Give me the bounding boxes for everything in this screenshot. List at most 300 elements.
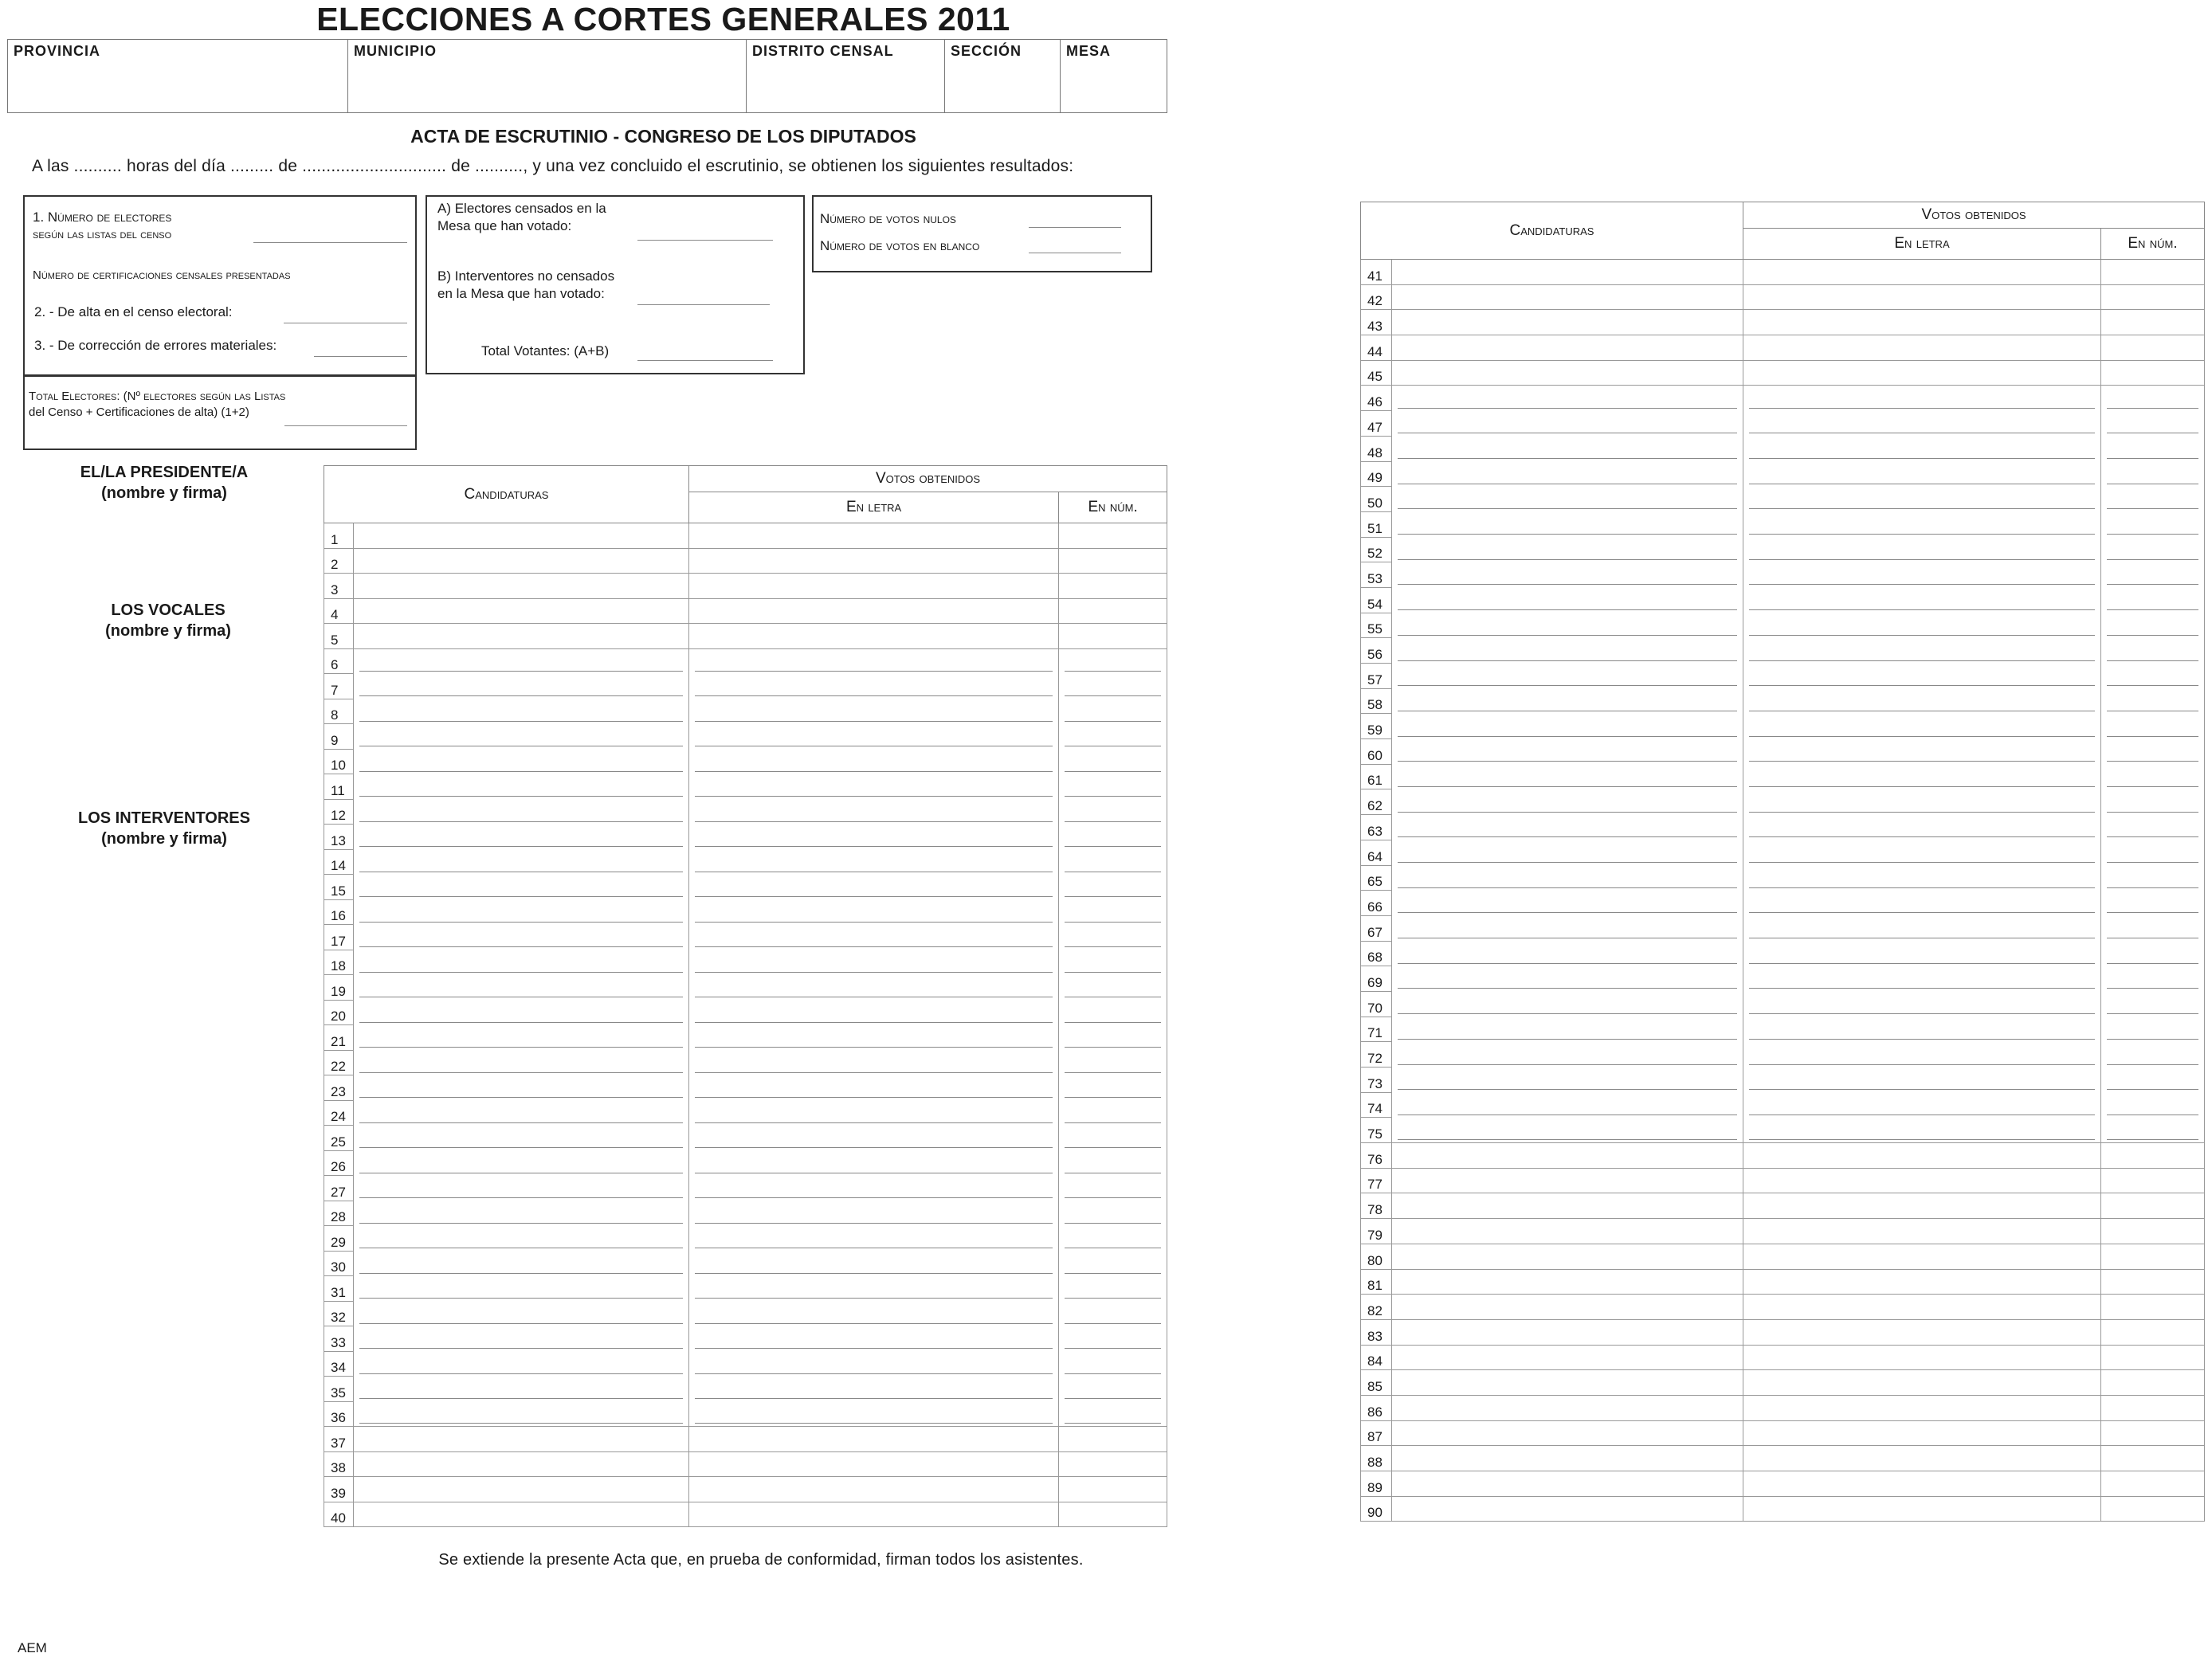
candidatura-cell[interactable] — [354, 875, 689, 900]
votos-num-cell[interactable] — [2101, 1420, 2205, 1446]
votos-num-cell[interactable] — [1059, 825, 1167, 850]
votos-letra-cell[interactable] — [1743, 1143, 2101, 1169]
candidatura-cell[interactable] — [1392, 789, 1743, 815]
votos-letra-cell[interactable] — [1743, 1345, 2101, 1370]
candidatura-cell[interactable] — [1392, 915, 1743, 941]
votos-letra-cell[interactable] — [1743, 386, 2101, 411]
votos-num-cell[interactable] — [2101, 966, 2205, 992]
candidatura-cell[interactable] — [1392, 1244, 1743, 1269]
candidatura-cell[interactable] — [1392, 664, 1743, 689]
candidatura-cell[interactable] — [1392, 1471, 1743, 1497]
fill-line — [1065, 1223, 1161, 1224]
candidatura-cell[interactable] — [1392, 1496, 1743, 1522]
votos-num-cell[interactable] — [2101, 1168, 2205, 1193]
votos-num-cell[interactable] — [2101, 1319, 2205, 1345]
votos-num-cell[interactable] — [2101, 411, 2205, 437]
votos-num-cell[interactable] — [1059, 1176, 1167, 1201]
votos-letra-cell[interactable] — [689, 1025, 1059, 1051]
candidatura-cell[interactable] — [1392, 1295, 1743, 1320]
row-number: 27 — [324, 1176, 354, 1201]
votos-num-cell[interactable] — [2101, 815, 2205, 840]
votos-letra-cell[interactable] — [689, 1377, 1059, 1402]
votos-header: Votos obtenidos — [689, 466, 1167, 492]
votos-letra-cell[interactable] — [1743, 991, 2101, 1017]
candidatura-cell[interactable] — [354, 1126, 689, 1151]
candidatura-cell[interactable] — [1392, 865, 1743, 891]
candidatura-cell[interactable] — [1392, 1446, 1743, 1471]
candidatura-cell[interactable] — [1392, 1370, 1743, 1396]
candidatura-cell[interactable] — [1392, 1319, 1743, 1345]
votos-num-cell[interactable] — [2101, 865, 2205, 891]
votos-num-cell[interactable] — [1059, 799, 1167, 825]
votos-letra-cell[interactable] — [1743, 1017, 2101, 1042]
votos-num-cell[interactable] — [1059, 1401, 1167, 1427]
votos-letra-cell[interactable] — [1743, 461, 2101, 487]
candidatura-cell[interactable] — [1392, 815, 1743, 840]
votos-letra-cell[interactable] — [689, 799, 1059, 825]
votos-num-cell[interactable] — [1059, 1000, 1167, 1025]
candidatura-cell[interactable] — [354, 574, 689, 599]
votos-num-cell[interactable] — [2101, 613, 2205, 638]
votos-letra-cell[interactable] — [1743, 1496, 2101, 1522]
votos-letra-cell[interactable] — [1743, 335, 2101, 361]
candidatura-cell[interactable] — [1392, 1118, 1743, 1143]
votos-num-cell[interactable] — [1059, 849, 1167, 875]
votos-letra-cell[interactable] — [1743, 1068, 2101, 1093]
candidatura-cell[interactable] — [1392, 1395, 1743, 1420]
votos-num-cell[interactable] — [2101, 1345, 2205, 1370]
candidatura-cell[interactable] — [354, 774, 689, 800]
row-number: 19 — [324, 975, 354, 1001]
presidente-label: EL/LA PRESIDENTE/A — [80, 464, 249, 481]
votos-num-cell[interactable] — [2101, 1143, 2205, 1169]
candidatura-cell[interactable] — [354, 950, 689, 975]
votos-letra-cell[interactable] — [689, 674, 1059, 699]
votos-letra-cell[interactable] — [1743, 1219, 2101, 1244]
candidatura-cell[interactable] — [354, 1251, 689, 1276]
votos-num-cell[interactable] — [1059, 1427, 1167, 1452]
row-number: 54 — [1361, 587, 1392, 613]
distrito-censal-field[interactable]: DISTRITO CENSAL — [747, 40, 945, 112]
table-row — [1361, 714, 2205, 739]
votos-num-cell[interactable] — [2101, 284, 2205, 310]
candidatura-cell[interactable] — [354, 1276, 689, 1302]
votos-num-cell[interactable] — [2101, 1446, 2205, 1471]
votos-num-cell[interactable] — [2101, 1395, 2205, 1420]
votos-letra-cell[interactable] — [1743, 360, 2101, 386]
votos-letra-cell[interactable] — [1743, 587, 2101, 613]
candidatura-cell[interactable] — [354, 849, 689, 875]
candidatura-cell[interactable] — [1392, 284, 1743, 310]
votos-letra-cell[interactable] — [1743, 1269, 2101, 1295]
votos-num-cell[interactable] — [1059, 1451, 1167, 1477]
candidatura-cell[interactable] — [1392, 1168, 1743, 1193]
votos-letra-cell[interactable] — [1743, 1118, 2101, 1143]
votos-letra-cell[interactable] — [1743, 436, 2101, 461]
votos-num-cell[interactable] — [2101, 1295, 2205, 1320]
votos-num-cell[interactable] — [2101, 386, 2205, 411]
candidatura-cell[interactable] — [1392, 386, 1743, 411]
votos-num-cell[interactable] — [1059, 1050, 1167, 1075]
votos-letra-cell[interactable] — [689, 1326, 1059, 1352]
municipio-field[interactable]: MUNICIPIO — [348, 40, 747, 112]
votos-num-cell[interactable] — [1059, 1301, 1167, 1326]
votos-letra-cell[interactable] — [1743, 941, 2101, 966]
votos-letra-cell[interactable] — [689, 1477, 1059, 1502]
table-row — [324, 1451, 1167, 1477]
votos-letra-cell[interactable] — [689, 1150, 1059, 1176]
votos-num-cell[interactable] — [1059, 1100, 1167, 1126]
votos-letra-cell[interactable] — [689, 1351, 1059, 1377]
candidatura-cell[interactable] — [1392, 739, 1743, 765]
candidatura-cell[interactable] — [354, 648, 689, 674]
candidatura-cell[interactable] — [354, 1326, 689, 1352]
candidatura-cell[interactable] — [354, 1150, 689, 1176]
votos-letra-cell[interactable] — [689, 925, 1059, 950]
votos-letra-cell[interactable] — [689, 1050, 1059, 1075]
candidatura-cell[interactable] — [1392, 562, 1743, 588]
votos-letra-cell[interactable] — [1743, 1446, 2101, 1471]
votos-num-cell[interactable] — [1059, 674, 1167, 699]
candidatura-cell[interactable] — [1392, 511, 1743, 537]
candidatura-cell[interactable] — [354, 1226, 689, 1252]
candidatura-cell[interactable] — [354, 1100, 689, 1126]
votos-letra-cell[interactable] — [1743, 1244, 2101, 1269]
votos-letra-cell[interactable] — [689, 875, 1059, 900]
votos-num-cell[interactable] — [2101, 688, 2205, 714]
candidatura-cell[interactable] — [1392, 840, 1743, 865]
fill-line — [359, 771, 683, 772]
votos-letra-cell[interactable] — [1743, 1042, 2101, 1068]
votos-num-cell[interactable] — [2101, 335, 2205, 361]
votos-letra-cell[interactable] — [1743, 1370, 2101, 1396]
votos-letra-cell[interactable] — [1743, 1168, 2101, 1193]
candidatura-cell[interactable] — [1392, 436, 1743, 461]
candidatura-cell[interactable] — [354, 598, 689, 624]
candidatura-cell[interactable] — [354, 724, 689, 750]
votos-num-cell[interactable] — [1059, 1326, 1167, 1352]
votos-letra-cell[interactable] — [689, 1126, 1059, 1151]
candidatura-cell[interactable] — [1392, 891, 1743, 916]
candidatura-cell[interactable] — [1392, 991, 1743, 1017]
votos-num-cell[interactable] — [2101, 310, 2205, 335]
candidatura-cell[interactable] — [354, 749, 689, 774]
votos-num-cell[interactable] — [1059, 1276, 1167, 1302]
votos-num-cell[interactable] — [1059, 925, 1167, 950]
votos-num-cell[interactable] — [1059, 523, 1167, 549]
votos-letra-cell[interactable] — [1743, 537, 2101, 562]
candidatura-cell[interactable] — [1392, 1143, 1743, 1169]
candidatura-cell[interactable] — [354, 1502, 689, 1527]
votos-letra-cell[interactable] — [1743, 1319, 2101, 1345]
candidatura-cell[interactable] — [354, 1451, 689, 1477]
interventores-input[interactable] — [637, 304, 770, 305]
votos-num-cell[interactable] — [2101, 511, 2205, 537]
candidatura-cell[interactable] — [354, 1351, 689, 1377]
votos-letra-cell[interactable] — [689, 950, 1059, 975]
candidatura-cell[interactable] — [354, 1301, 689, 1326]
votos-letra-cell[interactable] — [1743, 966, 2101, 992]
votos-letra-cell[interactable] — [1743, 815, 2101, 840]
votos-num-cell[interactable] — [2101, 915, 2205, 941]
votos-num-cell[interactable] — [1059, 548, 1167, 574]
votos-letra-cell[interactable] — [689, 699, 1059, 724]
table-row — [1361, 386, 2205, 411]
votos-letra-cell[interactable] — [689, 1301, 1059, 1326]
candidatura-cell[interactable] — [1392, 1068, 1743, 1093]
votos-nulos-input[interactable] — [1029, 227, 1121, 228]
candidatura-cell[interactable] — [354, 825, 689, 850]
votos-num-cell[interactable] — [1059, 598, 1167, 624]
votos-letra-cell[interactable] — [1743, 1092, 2101, 1118]
candidatura-cell[interactable] — [354, 523, 689, 549]
votos-num-cell[interactable] — [1059, 749, 1167, 774]
votos-num-cell[interactable] — [1059, 875, 1167, 900]
votos-num-cell[interactable] — [2101, 664, 2205, 689]
correccion-input[interactable] — [314, 356, 407, 357]
candidatura-cell[interactable] — [1392, 260, 1743, 285]
candidatura-cell[interactable] — [354, 1477, 689, 1502]
votos-num-cell[interactable] — [2101, 1269, 2205, 1295]
candidatura-cell[interactable] — [354, 1000, 689, 1025]
candidatura-cell[interactable] — [1392, 688, 1743, 714]
votos-num-cell[interactable] — [2101, 789, 2205, 815]
votos-letra-cell[interactable] — [689, 1451, 1059, 1477]
votos-num-cell[interactable] — [2101, 1042, 2205, 1068]
votos-letra-cell[interactable] — [689, 523, 1059, 549]
votos-num-cell[interactable] — [1059, 1226, 1167, 1252]
votos-letra-cell[interactable] — [1743, 511, 2101, 537]
vocales-signature[interactable] — [49, 600, 288, 641]
votos-num-cell[interactable] — [2101, 1017, 2205, 1042]
candidatura-cell[interactable] — [354, 699, 689, 724]
votos-letra-cell[interactable] — [689, 1276, 1059, 1302]
votos-num-cell[interactable] — [2101, 461, 2205, 487]
candidatura-cell[interactable] — [354, 1427, 689, 1452]
candidatura-cell[interactable] — [1392, 941, 1743, 966]
presidente-signature[interactable] — [45, 462, 284, 503]
votos-letra-cell[interactable] — [1743, 1193, 2101, 1219]
provincia-field[interactable]: PROVINCIA — [8, 40, 348, 112]
candidatura-cell[interactable] — [1392, 1092, 1743, 1118]
candidatura-cell[interactable] — [1392, 1269, 1743, 1295]
votos-num-cell[interactable] — [1059, 1377, 1167, 1402]
candidatura-cell[interactable] — [354, 799, 689, 825]
votos-num-cell[interactable] — [2101, 891, 2205, 916]
votos-num-cell[interactable] — [2101, 537, 2205, 562]
votos-num-cell[interactable] — [1059, 1150, 1167, 1176]
votos-letra-cell[interactable] — [689, 1075, 1059, 1101]
votos-letra-cell[interactable] — [689, 1502, 1059, 1527]
candidatura-cell[interactable] — [1392, 1193, 1743, 1219]
votos-letra-cell[interactable] — [689, 1251, 1059, 1276]
votos-num-cell[interactable] — [1059, 774, 1167, 800]
votos-letra-cell[interactable] — [1743, 688, 2101, 714]
votos-letra-cell[interactable] — [689, 774, 1059, 800]
votos-num-cell[interactable] — [1059, 1025, 1167, 1051]
votos-letra-cell[interactable] — [1743, 891, 2101, 916]
candidatura-cell[interactable] — [1392, 537, 1743, 562]
seccion-field[interactable]: SECCIÓN — [945, 40, 1061, 112]
votos-letra-cell[interactable] — [1743, 411, 2101, 437]
candidatura-cell[interactable] — [354, 624, 689, 649]
votos-num-cell[interactable] — [2101, 1244, 2205, 1269]
votos-letra-cell[interactable] — [689, 849, 1059, 875]
candidatura-cell[interactable] — [1392, 714, 1743, 739]
votos-num-cell[interactable] — [2101, 739, 2205, 765]
votos-letra-cell[interactable] — [689, 624, 1059, 649]
candidatura-cell[interactable] — [1392, 966, 1743, 992]
votos-letra-cell[interactable] — [689, 1201, 1059, 1226]
votos-letra-cell[interactable] — [1743, 764, 2101, 789]
candidatura-cell[interactable] — [1392, 1345, 1743, 1370]
candidatura-cell[interactable] — [354, 1377, 689, 1402]
fill-line — [695, 972, 1053, 973]
votos-num-cell[interactable] — [2101, 436, 2205, 461]
mesa-field[interactable]: MESA — [1066, 43, 1112, 59]
votos-num-cell[interactable] — [1059, 899, 1167, 925]
total-electores-input[interactable] — [284, 425, 407, 426]
votos-letra-cell[interactable] — [1743, 1471, 2101, 1497]
row-number: 56 — [1361, 638, 1392, 664]
candidatura-cell[interactable] — [354, 975, 689, 1001]
candidatura-cell[interactable] — [1392, 461, 1743, 487]
votos-num-cell[interactable] — [2101, 562, 2205, 588]
candidatura-cell[interactable] — [354, 1050, 689, 1075]
votos-letra-cell[interactable] — [1743, 613, 2101, 638]
votos-letra-cell[interactable] — [1743, 260, 2101, 285]
votos-letra-cell[interactable] — [1743, 865, 2101, 891]
votos-letra-cell[interactable] — [689, 1401, 1059, 1427]
votos-num-cell[interactable] — [2101, 714, 2205, 739]
votos-num-cell[interactable] — [2101, 638, 2205, 664]
votos-num-cell[interactable] — [2101, 1092, 2205, 1118]
candidatura-cell[interactable] — [1392, 613, 1743, 638]
votos-num-cell[interactable] — [2101, 941, 2205, 966]
votos-num-cell[interactable] — [2101, 1471, 2205, 1497]
votos-num-cell[interactable] — [1059, 724, 1167, 750]
candidatura-cell[interactable] — [1392, 487, 1743, 512]
candidatura-cell[interactable] — [354, 674, 689, 699]
candidatura-cell[interactable] — [1392, 1042, 1743, 1068]
candidatura-cell[interactable] — [1392, 1420, 1743, 1446]
candidatura-cell[interactable] — [1392, 335, 1743, 361]
votos-letra-cell[interactable] — [1743, 739, 2101, 765]
votos-letra-cell[interactable] — [689, 899, 1059, 925]
candidatura-cell[interactable] — [354, 548, 689, 574]
candidatura-cell[interactable] — [1392, 1017, 1743, 1042]
candidatura-cell[interactable] — [1392, 764, 1743, 789]
votos-num-cell[interactable] — [2101, 1118, 2205, 1143]
votos-num-cell[interactable] — [1059, 1075, 1167, 1101]
votos-num-cell[interactable] — [1059, 699, 1167, 724]
votos-num-cell[interactable] — [1059, 950, 1167, 975]
votos-num-cell[interactable] — [2101, 1068, 2205, 1093]
candidatura-cell[interactable] — [354, 1075, 689, 1101]
row-number: 25 — [324, 1126, 354, 1151]
votos-letra-cell[interactable] — [689, 749, 1059, 774]
candidatura-cell[interactable] — [1392, 1219, 1743, 1244]
votos-letra-cell[interactable] — [689, 825, 1059, 850]
votos-letra-cell[interactable] — [1743, 638, 2101, 664]
votos-letra-cell[interactable] — [1743, 915, 2101, 941]
votos-letra-cell[interactable] — [1743, 562, 2101, 588]
candidatura-cell[interactable] — [354, 925, 689, 950]
votos-letra-cell[interactable] — [689, 598, 1059, 624]
votos-letra-cell[interactable] — [689, 724, 1059, 750]
votos-letra-cell[interactable] — [689, 1176, 1059, 1201]
votos-num-cell[interactable] — [2101, 1496, 2205, 1522]
votos-letra-cell[interactable] — [1743, 284, 2101, 310]
votos-num-cell[interactable] — [2101, 1193, 2205, 1219]
candidatura-cell[interactable] — [354, 1176, 689, 1201]
votos-num-cell[interactable] — [1059, 1477, 1167, 1502]
votos-letra-cell[interactable] — [1743, 840, 2101, 865]
votos-letra-cell[interactable] — [1743, 310, 2101, 335]
votos-letra-cell[interactable] — [1743, 1295, 2101, 1320]
total-votantes-input[interactable] — [637, 360, 773, 361]
votos-letra-cell[interactable] — [1743, 714, 2101, 739]
votos-letra-cell[interactable] — [689, 648, 1059, 674]
votos-letra-cell[interactable] — [689, 574, 1059, 599]
votos-letra-cell[interactable] — [689, 1427, 1059, 1452]
votos-letra-cell[interactable] — [689, 1000, 1059, 1025]
votos-num-cell[interactable] — [2101, 764, 2205, 789]
votos-letra-cell[interactable] — [689, 1100, 1059, 1126]
votos-letra-cell[interactable] — [689, 975, 1059, 1001]
votos-num-cell[interactable] — [1059, 1201, 1167, 1226]
votos-num-cell[interactable] — [2101, 587, 2205, 613]
votos-num-cell[interactable] — [1059, 648, 1167, 674]
votos-num-cell[interactable] — [2101, 260, 2205, 285]
interventores-signature[interactable] — [45, 808, 284, 849]
candidatura-cell[interactable] — [1392, 360, 1743, 386]
votos-letra-cell[interactable] — [689, 1226, 1059, 1252]
votos-num-cell[interactable] — [1059, 1351, 1167, 1377]
votos-letra-cell[interactable] — [1743, 1420, 2101, 1446]
votos-num-cell[interactable] — [2101, 991, 2205, 1017]
votos-num-cell[interactable] — [2101, 840, 2205, 865]
votos-num-cell[interactable] — [1059, 1502, 1167, 1527]
votos-num-cell[interactable] — [1059, 624, 1167, 649]
electores-input[interactable] — [253, 242, 407, 243]
votos-num-cell[interactable] — [1059, 574, 1167, 599]
votos-num-cell[interactable] — [2101, 360, 2205, 386]
votos-letra-cell[interactable] — [689, 548, 1059, 574]
votos-letra-cell[interactable] — [1743, 487, 2101, 512]
candidatura-cell[interactable] — [354, 1025, 689, 1051]
candidatura-cell[interactable] — [354, 1201, 689, 1226]
votos-num-cell[interactable] — [2101, 1219, 2205, 1244]
candidatura-cell[interactable] — [1392, 638, 1743, 664]
votos-letra-cell[interactable] — [1743, 1395, 2101, 1420]
candidatura-cell[interactable] — [1392, 310, 1743, 335]
candidatura-cell[interactable] — [354, 899, 689, 925]
candidatura-cell[interactable] — [354, 1401, 689, 1427]
candidatura-cell[interactable] — [1392, 587, 1743, 613]
candidatura-cell[interactable] — [1392, 411, 1743, 437]
votos-letra-cell[interactable] — [1743, 789, 2101, 815]
votos-num-cell[interactable] — [1059, 1126, 1167, 1151]
electores-censados-input[interactable] — [637, 240, 773, 241]
fill-line — [1398, 988, 1737, 989]
votos-num-cell[interactable] — [2101, 487, 2205, 512]
fill-line — [1065, 1373, 1161, 1374]
votos-letra-cell[interactable] — [1743, 664, 2101, 689]
votos-num-cell[interactable] — [1059, 975, 1167, 1001]
votos-num-cell[interactable] — [1059, 1251, 1167, 1276]
votos-num-cell[interactable] — [2101, 1370, 2205, 1396]
